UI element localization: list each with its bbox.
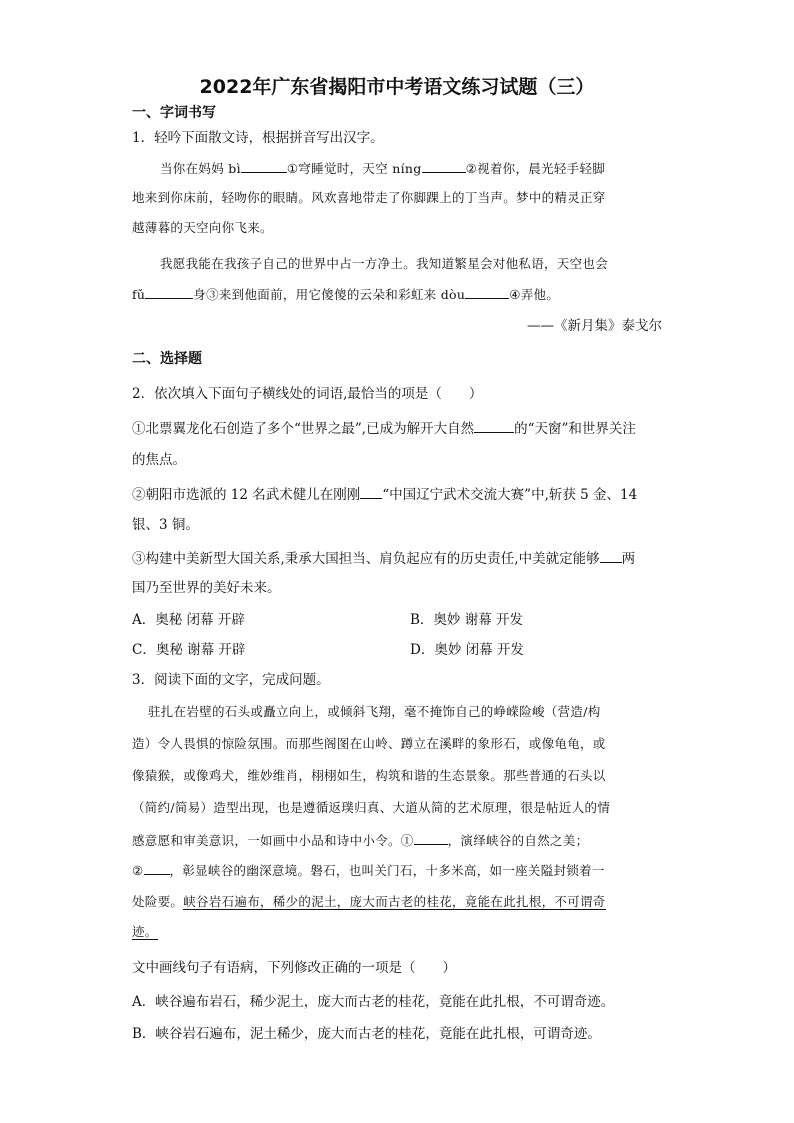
q3-passage-line-5 — [132, 830, 588, 851]
underlined-sentence-end: 迹。 — [132, 924, 158, 939]
text-segment: 身③来到他面前，用它傻傻的云朵和彩虹来 dòu — [193, 287, 466, 302]
text-segment: ②朝阳市选派的 12 名武术健儿在刚刚 — [132, 487, 361, 503]
section-heading-2: 二、选择题 — [132, 351, 202, 367]
answer-blank-3[interactable] — [145, 284, 193, 299]
answer-blank-4[interactable] — [465, 284, 509, 299]
q3-passage-line-2: 造）令人畏惧的惊险氛围。而那些阁图在山岭、蹲立在溪畔的象形石，或像龟龟，或 — [132, 736, 606, 751]
q2-sentence-3-cont: 国乃至世界的美好未来。 — [132, 580, 281, 596]
q3-passage-line-6 — [132, 860, 605, 881]
text-segment: ①北票翼龙化石创造了多个“世界之最”,已成为解开大自然 — [132, 421, 475, 437]
poem-source: ——《新月集》泰戈尔 — [527, 318, 662, 334]
answer-blank-1[interactable] — [241, 158, 287, 173]
q2-sentence-3 — [132, 548, 635, 569]
text-segment: ①穹睡觉时，天空 níng — [286, 161, 422, 176]
text-segment: ，演绎峡谷的自然之美； — [447, 833, 589, 848]
section-heading-1: 一、字词书写 — [132, 105, 216, 121]
q2-blank-1[interactable] — [474, 418, 514, 433]
text-segment: 当你在妈妈 bì — [160, 161, 241, 176]
page-title: 2022年广东省揭阳市中考语文练习试题（三） — [199, 76, 595, 98]
q3-passage-line-4: （简约/简易）造型出现，也是遵循返璞归真、大道从简的艺术原理，很是帖近人的情 — [132, 800, 611, 815]
q3-passage-line-3: 像猿猴，或像鸡犬，维妙维肖，栩栩如生，构筑和谐的生态景象。那些普通的石头以 — [132, 768, 606, 783]
q2-blank-2[interactable] — [360, 484, 382, 499]
q3-blank-2[interactable] — [144, 860, 170, 875]
q1-poem-line-1 — [160, 158, 605, 179]
q3-passage-line-8 — [132, 922, 158, 942]
q2-option-d[interactable]: D．奥妙 闭幕 开发 — [410, 642, 524, 658]
q3-option-b[interactable]: B．峡谷岩石遍布，泥土稀少，庞大而古老的桂花，竟能在此扎根，可谓奇迹。 — [132, 1026, 601, 1042]
q2-option-b[interactable]: B．奥妙 谢幕 开发 — [410, 612, 524, 628]
q1-poem-line-3: 越薄暮的天空向你飞来。 — [132, 220, 273, 235]
text-segment: 的“天窗”和世界关注 — [514, 421, 636, 437]
text-segment: 处险要。 — [132, 894, 184, 909]
q2-sentence-2-cont: 银、3 铜。 — [132, 517, 199, 533]
answer-blank-2[interactable] — [422, 158, 466, 173]
text-segment: ④弄他。 — [509, 287, 560, 302]
q1-poem-line-4: 我愿我能在我孩子自己的世界中占一方净土。我知道繁星会对他私语，天空也会 — [160, 256, 609, 271]
text-segment: ② — [132, 863, 144, 878]
q3-passage-line-7 — [132, 892, 606, 912]
q2-option-a[interactable]: A．奥秘 闭幕 开辟 — [132, 612, 245, 628]
question-3-stem: 3．阅读下面的文字，完成问题。 — [132, 672, 330, 688]
q2-sentence-1-cont: 的焦点。 — [132, 452, 186, 468]
q2-sentence-1 — [132, 418, 636, 439]
text-segment: ③构建中美新型大国关系,秉承大国担当、肩负起应有的历史责任,中美就定能够 — [132, 551, 600, 567]
underlined-sentence: 峡谷岩石遍布，稀少的泥土，庞大而古老的桂花，竟能在此扎根，不可谓奇 — [183, 894, 606, 909]
q3-option-a[interactable]: A．峡谷遍布岩石，稀少泥土，庞大而古老的桂花，竟能在此扎根，不可谓奇迹。 — [132, 994, 615, 1010]
question-2-stem: 2．依次填入下面句子横线处的词语,最恰当的项是（ ） — [132, 386, 483, 402]
text-segment: 感意愿和审美意识，一如画中小品和诗中小令。① — [132, 833, 414, 848]
text-segment: ②视着你，晨光轻手轻脚 — [465, 161, 606, 176]
question-1-stem: 1．轻吟下面散文诗，根据拼音写出汉字。 — [132, 130, 384, 146]
text-segment: 两 — [621, 551, 636, 567]
q3-question: 文中画线句子有语病，下列修改正确的一项是（ ） — [132, 960, 456, 976]
q3-blank-1[interactable] — [414, 830, 448, 845]
text-segment: ，彰显峡谷的幽深意境。磐石，也叫关门石，十多米高，如一座关隘封锁着一 — [169, 863, 605, 878]
q2-sentence-2 — [132, 484, 637, 505]
text-segment: fǔ — [132, 287, 146, 302]
q3-passage-line-1: 驻扎在岩壁的石头或矗立向上，或倾斜飞翔，毫不掩饰自己的峥嵘险峻（营造/构 — [148, 704, 601, 719]
q2-option-c[interactable]: C．奥秘 谢幕 开辟 — [132, 642, 246, 658]
text-segment: “中国辽宁武术交流大赛”中,斩获 5 金、14 — [382, 487, 638, 503]
q1-poem-line-2: 地来到你床前，轻吻你的眼睛。风欢喜地带走了你脚踝上的丁当声。梦中的精灵正穿 — [132, 190, 606, 205]
q2-blank-3[interactable] — [600, 548, 622, 563]
q1-poem-line-5 — [132, 284, 559, 305]
